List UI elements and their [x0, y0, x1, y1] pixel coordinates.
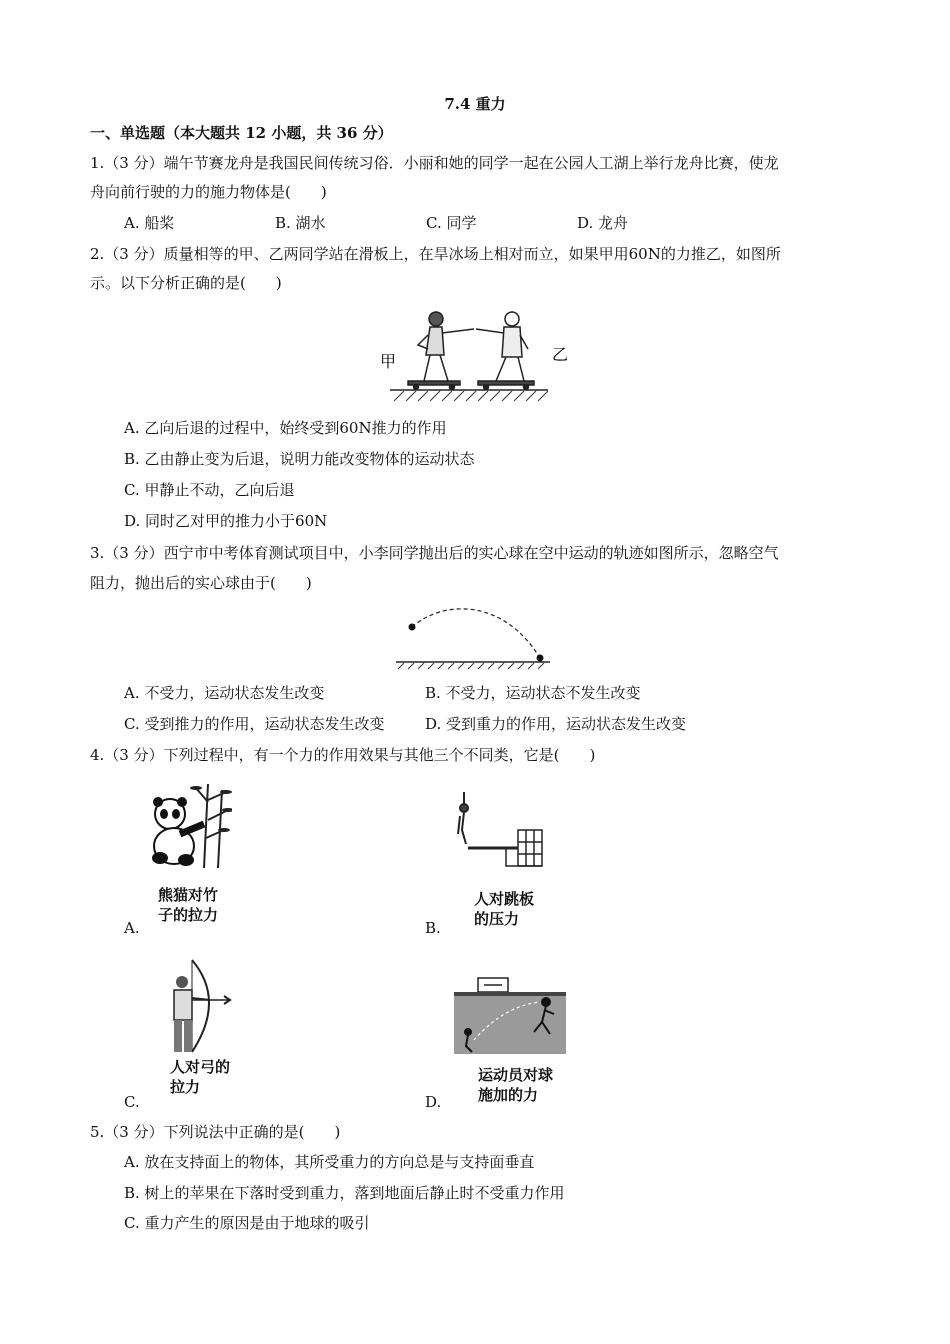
q4-option-a-label: A. — [124, 919, 140, 937]
option-c-caption-line2: 拉力 — [170, 1078, 201, 1096]
q1-option-a: A. 船桨 — [124, 214, 175, 232]
q3-option-a: A. 不受力，运动状态发生改变 — [124, 684, 325, 702]
q1-stem-line1: 1.（3 分）端午节赛龙舟是我国民间传统习俗．小丽和她的同学一起在公园人工湖上举行龙舟比赛，使龙 — [90, 154, 779, 172]
ball-landing — [537, 655, 544, 662]
q2-option-c: C. 甲静止不动，乙向后退 — [124, 481, 295, 499]
archer-bow-image — [152, 956, 232, 1056]
athlete-ball-image — [454, 976, 566, 1056]
skaters-figure — [378, 305, 570, 405]
q4-option-b-label: B. — [425, 919, 441, 937]
q4-option-c-label: C. — [124, 1093, 140, 1111]
option-a-caption-line1: 熊猫对竹 — [158, 886, 219, 904]
ground-hatch — [394, 391, 548, 401]
section-heading: 一、单选题（本大题共 12 小题，共 36 分） — [90, 124, 393, 142]
skater-yi — [476, 312, 534, 390]
figure-label-jia: 甲 — [380, 352, 397, 371]
page-title: 7.4 重力 — [444, 95, 506, 113]
q4-stem: 4.（3 分）下列过程中，有一个力的作用效果与其他三个不同类，它是( ) — [90, 746, 596, 764]
q1-option-c: C. 同学 — [426, 214, 477, 232]
ball-trajectory-figure — [394, 605, 554, 671]
q1-option-b: B. 湖水 — [275, 214, 326, 232]
option-b-caption-line2: 的压力 — [474, 910, 520, 928]
ball-start — [409, 624, 416, 631]
option-b-caption-line1: 人对跳板 — [474, 890, 535, 908]
q5-option-b: B. 树上的苹果在下落时受到重力，落到地面后静止时不受重力作用 — [124, 1184, 565, 1202]
q2-stem-line2: 示。以下分析正确的是( ) — [90, 274, 282, 292]
q2-option-b: B. 乙由静止变为后退，说明力能改变物体的运动状态 — [124, 450, 475, 468]
q3-option-d: D. 受到重力的作用，运动状态发生改变 — [425, 715, 687, 733]
q2-option-a: A. 乙向后退的过程中，始终受到60N推力的作用 — [124, 419, 447, 437]
figure-label-yi: 乙 — [552, 345, 569, 364]
q4-option-d-label: D. — [425, 1093, 442, 1111]
q2-option-d: D. 同时乙对甲的推力小于60N — [124, 512, 328, 530]
q3-stem-line2: 阻力，抛出后的实心球由于( ) — [90, 574, 312, 592]
option-a-caption-line2: 子的拉力 — [158, 906, 219, 924]
q3-option-b: B. 不受力，运动状态不发生改变 — [425, 684, 641, 702]
q3-stem-line1: 3.（3 分）西宁市中考体育测试项目中，小李同学抛出后的实心球在空中运动的轨迹如图所示，忽略空气 — [90, 544, 779, 562]
q5-option-c: C. 重力产生的原因是由于地球的吸引 — [124, 1214, 370, 1232]
q5-option-a: A. 放在支持面上的物体，其所受重力的方向总是与支持面垂直 — [124, 1153, 535, 1171]
q1-option-d: D. 龙舟 — [577, 214, 629, 232]
option-c-caption-line1: 人对弓的 — [170, 1058, 231, 1076]
q5-stem: 5.（3 分）下列说法中正确的是( ) — [90, 1123, 341, 1141]
trajectory-path — [412, 609, 540, 658]
skater-jia — [408, 312, 474, 390]
springboard-image — [448, 790, 548, 870]
q1-stem-line2: 舟向前行驶的力的施力物体是( ) — [90, 183, 327, 201]
panda-bamboo-image — [146, 780, 232, 870]
q2-stem-line1: 2.（3 分）质量相等的甲、乙两同学站在滑板上，在旱冰场上相对而立，如果甲用60N的力推乙，如图所 — [90, 245, 781, 263]
option-d-caption-line2: 施加的力 — [478, 1086, 539, 1104]
diver-figure — [458, 792, 468, 844]
option-d-caption-line1: 运动员对球 — [478, 1066, 554, 1084]
q3-option-c: C. 受到推力的作用，运动状态发生改变 — [124, 715, 385, 733]
